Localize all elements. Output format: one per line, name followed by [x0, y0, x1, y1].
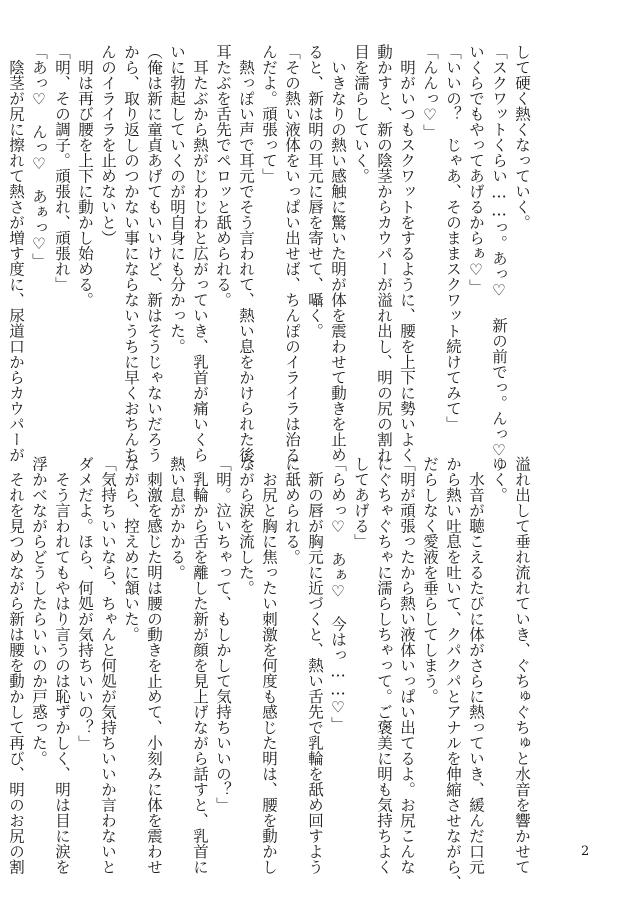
text-line: お尻と胸に焦ったい刺激を何度も感じた明は、腰を動かし	[260, 456, 278, 875]
text-line: んのイライラを止めないと）	[99, 44, 117, 246]
text-line: だらしなく愛液を垂らしてしまう。	[421, 456, 439, 704]
text-line: 目を濡らしていく。	[352, 44, 370, 184]
text-line: から、取り返しのつかない事にならないうちに早くおちんち	[122, 44, 140, 463]
text-line: ながら、控えめに頷いた。	[122, 456, 140, 642]
text-line: 「いいの？ じゃあ、そのままスクワット続けてみて」	[444, 44, 462, 432]
text-line: してあげる」	[352, 456, 370, 549]
text-line: して硬く熱くなっていく。	[513, 44, 531, 230]
text-line: そう言われてもやはり言うのは恥ずかしく、明は目に涙を	[53, 456, 71, 875]
text-line: ると、新は明の耳元に唇を寄せて、囁く。	[306, 44, 324, 339]
text-line: にぐちゃぐちゃに濡らしちゃって。ご褒美に明も気持ちよく	[375, 456, 393, 875]
text-line: 溢れ出して垂れ流れていき、ぐちゅぐちゅと水音を響かせて	[513, 456, 531, 875]
text-line: んだよ。頑張って」	[260, 44, 278, 184]
text-line: から熱い吐息を吐いて、クパクパとアナルを伸縮させながら、	[444, 456, 462, 890]
text-line: いくらでもやってあげるからぁ♡」	[467, 44, 485, 295]
text-line: 耳たぶを舌先でペロッと舐められる。	[214, 44, 232, 308]
text-line: 乳輪から舌を離した新が顔を見上げながら話すと、乳首に	[191, 456, 209, 875]
text-line: 「明、その調子。頑張れ、頑張れ」	[53, 44, 71, 292]
text-column-top	[4, 44, 533, 478]
text-line: ながら涙を流した。	[237, 456, 255, 596]
text-line: 明は再び腰を上下に動かし始める。	[76, 44, 94, 308]
text-column-bottom	[4, 456, 533, 890]
text-line: 「あっ♡ んっ♡ あぁっ♡」	[30, 44, 48, 269]
text-line: 「明。泣いちゃって、もしかして気持ちいいの？」	[214, 456, 232, 813]
text-line: ダメだよ。ほら、何処が気持ちいいの？」	[76, 456, 94, 751]
text-line: 熱っぽい声で耳元でそう言われて、熱い息をかけられた後、	[237, 44, 255, 478]
page-number: 2	[581, 844, 590, 859]
text-line: 動かすと、新の陰茎からカウパーが溢れ出し、明の尻の割れ	[375, 44, 393, 463]
text-line: 新の唇が胸元に近づくと、熱い舌先で乳輪を舐め回すよう	[306, 456, 324, 875]
text-line: 熱い息がかかる。	[168, 456, 186, 580]
text-line: 浮かべながらどうしたらいいのか戸惑った。	[30, 456, 48, 766]
text-line: 耳たぶから熱がじわじわと広がっていき、乳首が痛いくら	[191, 44, 209, 463]
text-line: 刺激を感じた明は腰の動きを止めて、小刻みに体を震わせ	[145, 456, 163, 875]
text-line: 「らめっ♡ あぁ♡ 今はっ……♡」	[329, 456, 347, 732]
text-line: 陰茎が尻に擦れて熱さが増す度に、尿道口からカウパーが	[7, 44, 25, 463]
text-line: に舐められる。	[283, 456, 301, 565]
text-line: （俺は新に童貞あげてもいいけど、新はそうじゃないだろう	[145, 44, 163, 463]
text-line: それを見つめながら新は腰を動かして再び、明のお尻の割	[7, 456, 25, 875]
text-line: 明がいつもスクワットをするように、腰を上下に勢いよく	[398, 44, 416, 463]
text-line: いに勃起していくのが明自身にも分かった。	[168, 44, 186, 354]
text-line: いきなりの熱い感触に驚いた明が体を震わせて動きを止め	[329, 44, 347, 463]
text-line: 「んんっ♡」	[421, 44, 439, 140]
text-line: ゆく。	[490, 456, 508, 503]
text-line: 水音が聴こえるたびに体がさらに熱っていき、緩んだ口元	[467, 456, 485, 875]
text-line: 「その熱い液体をいっぱい出せば、ちんぽのイライラは治る	[283, 44, 301, 463]
text-line: 「明が頑張ったから熱い液体いっぱい出てるよ。お尻こんな	[398, 456, 416, 875]
text-line: 「スクワットくらい……っ。あっ♡ 新の前でっ。んっ♡	[490, 44, 508, 460]
text-line: 「気持ちいいなら、ちゃんと何処が気持ちいいか言わないと	[99, 456, 117, 875]
